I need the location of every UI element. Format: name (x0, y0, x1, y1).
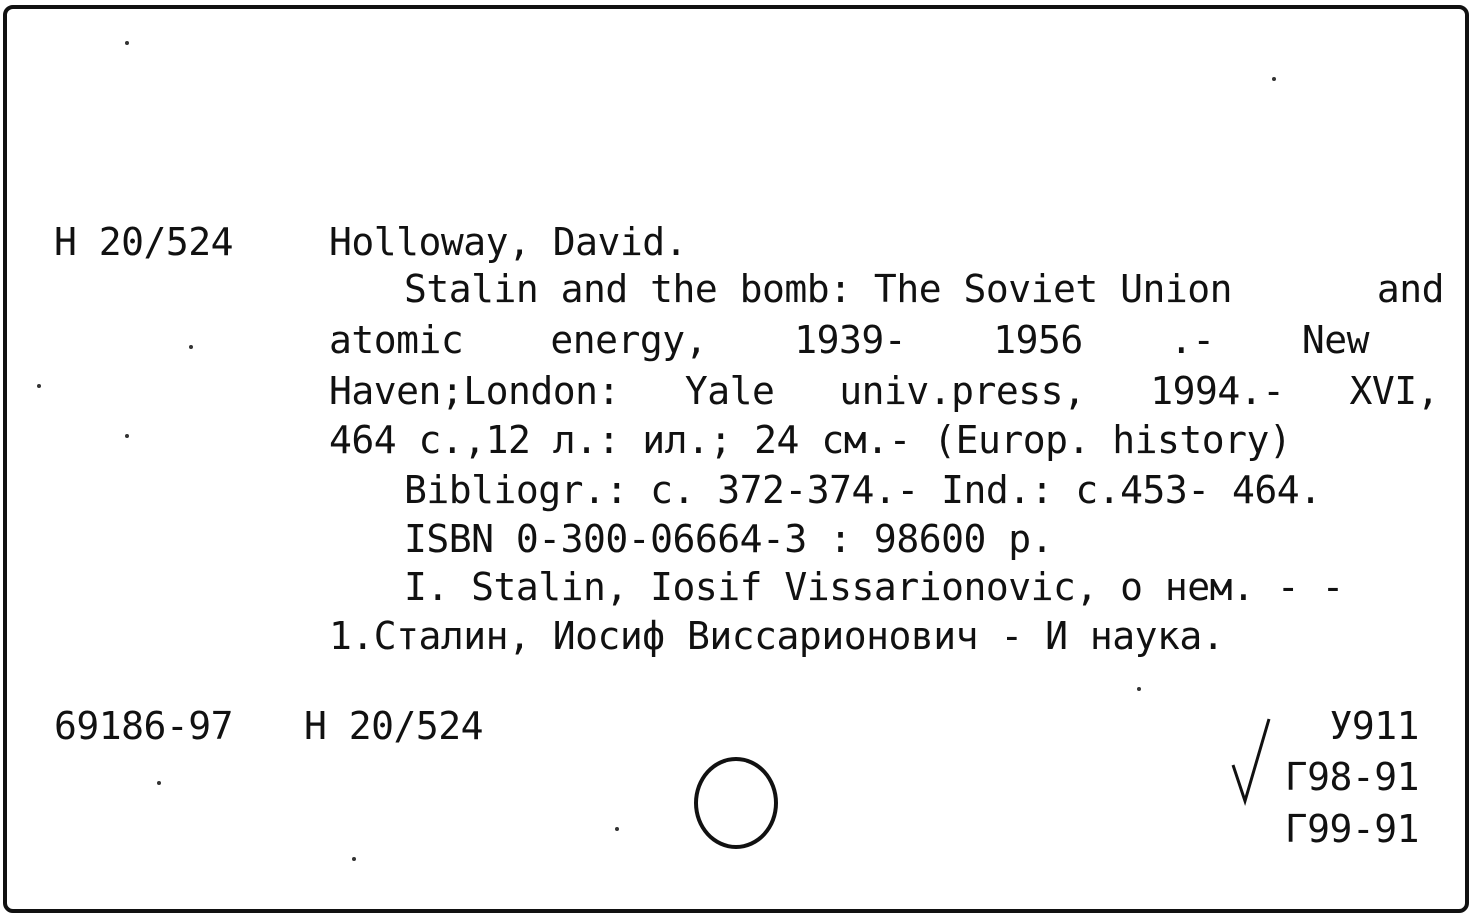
classification-1: У911 (1329, 704, 1419, 748)
speck (352, 857, 356, 861)
speck (125, 41, 129, 45)
checkmark-icon (1229, 717, 1273, 807)
word: 1956 (993, 318, 1083, 362)
catalog-card (3, 5, 1469, 913)
speck (189, 345, 193, 349)
speck (1272, 77, 1276, 81)
classification-2: Г98-91 (1284, 755, 1419, 799)
title-line-2 (329, 320, 1369, 360)
subject-entry: 1.Сталин, Иосиф Виссарионович - И наука. (329, 614, 1225, 658)
word: XVI, (1349, 369, 1439, 413)
word: energy, (550, 318, 708, 362)
shelf-mark: Н 20/524 (304, 704, 484, 748)
collation-line: 464 с.,12 л.: ил.; 24 см.- (Europ. history) (329, 418, 1292, 462)
bibliography-note: Bibliogr.: с. 372-374.- Ind.: с.453- 464. (404, 468, 1322, 512)
word: New (1301, 318, 1369, 362)
speck (37, 384, 41, 388)
word: .- (1169, 318, 1215, 362)
word: Haven;London: (329, 369, 620, 413)
speck (1137, 687, 1141, 691)
punch-hole-circle (694, 757, 778, 849)
speck (615, 827, 619, 831)
speck (125, 434, 129, 438)
classification-3: Г99-91 (1284, 807, 1419, 851)
call-number: Н 20/524 (54, 220, 234, 264)
word: 1939- (794, 318, 907, 362)
word: atomic (329, 318, 464, 362)
word: univ.press, (839, 369, 1086, 413)
speck (157, 781, 161, 785)
word: 1994.- (1150, 369, 1285, 413)
author-heading: Holloway, David. (329, 220, 688, 264)
title-line-3 (329, 371, 1439, 411)
inventory-number: 69186-97 (54, 704, 234, 748)
added-entry: I. Stalin, Iosif Vissarionovic, о нем. - - (404, 565, 1344, 609)
title-line-1-end: and (1376, 267, 1444, 311)
word: Yale (684, 369, 775, 413)
isbn-note: ISBN 0-300-06664-3 : 98600 р. (404, 517, 1053, 561)
title-line-1 (404, 269, 1444, 309)
title-line-1-main: Stalin and the bomb: The Soviet Union (404, 267, 1232, 311)
